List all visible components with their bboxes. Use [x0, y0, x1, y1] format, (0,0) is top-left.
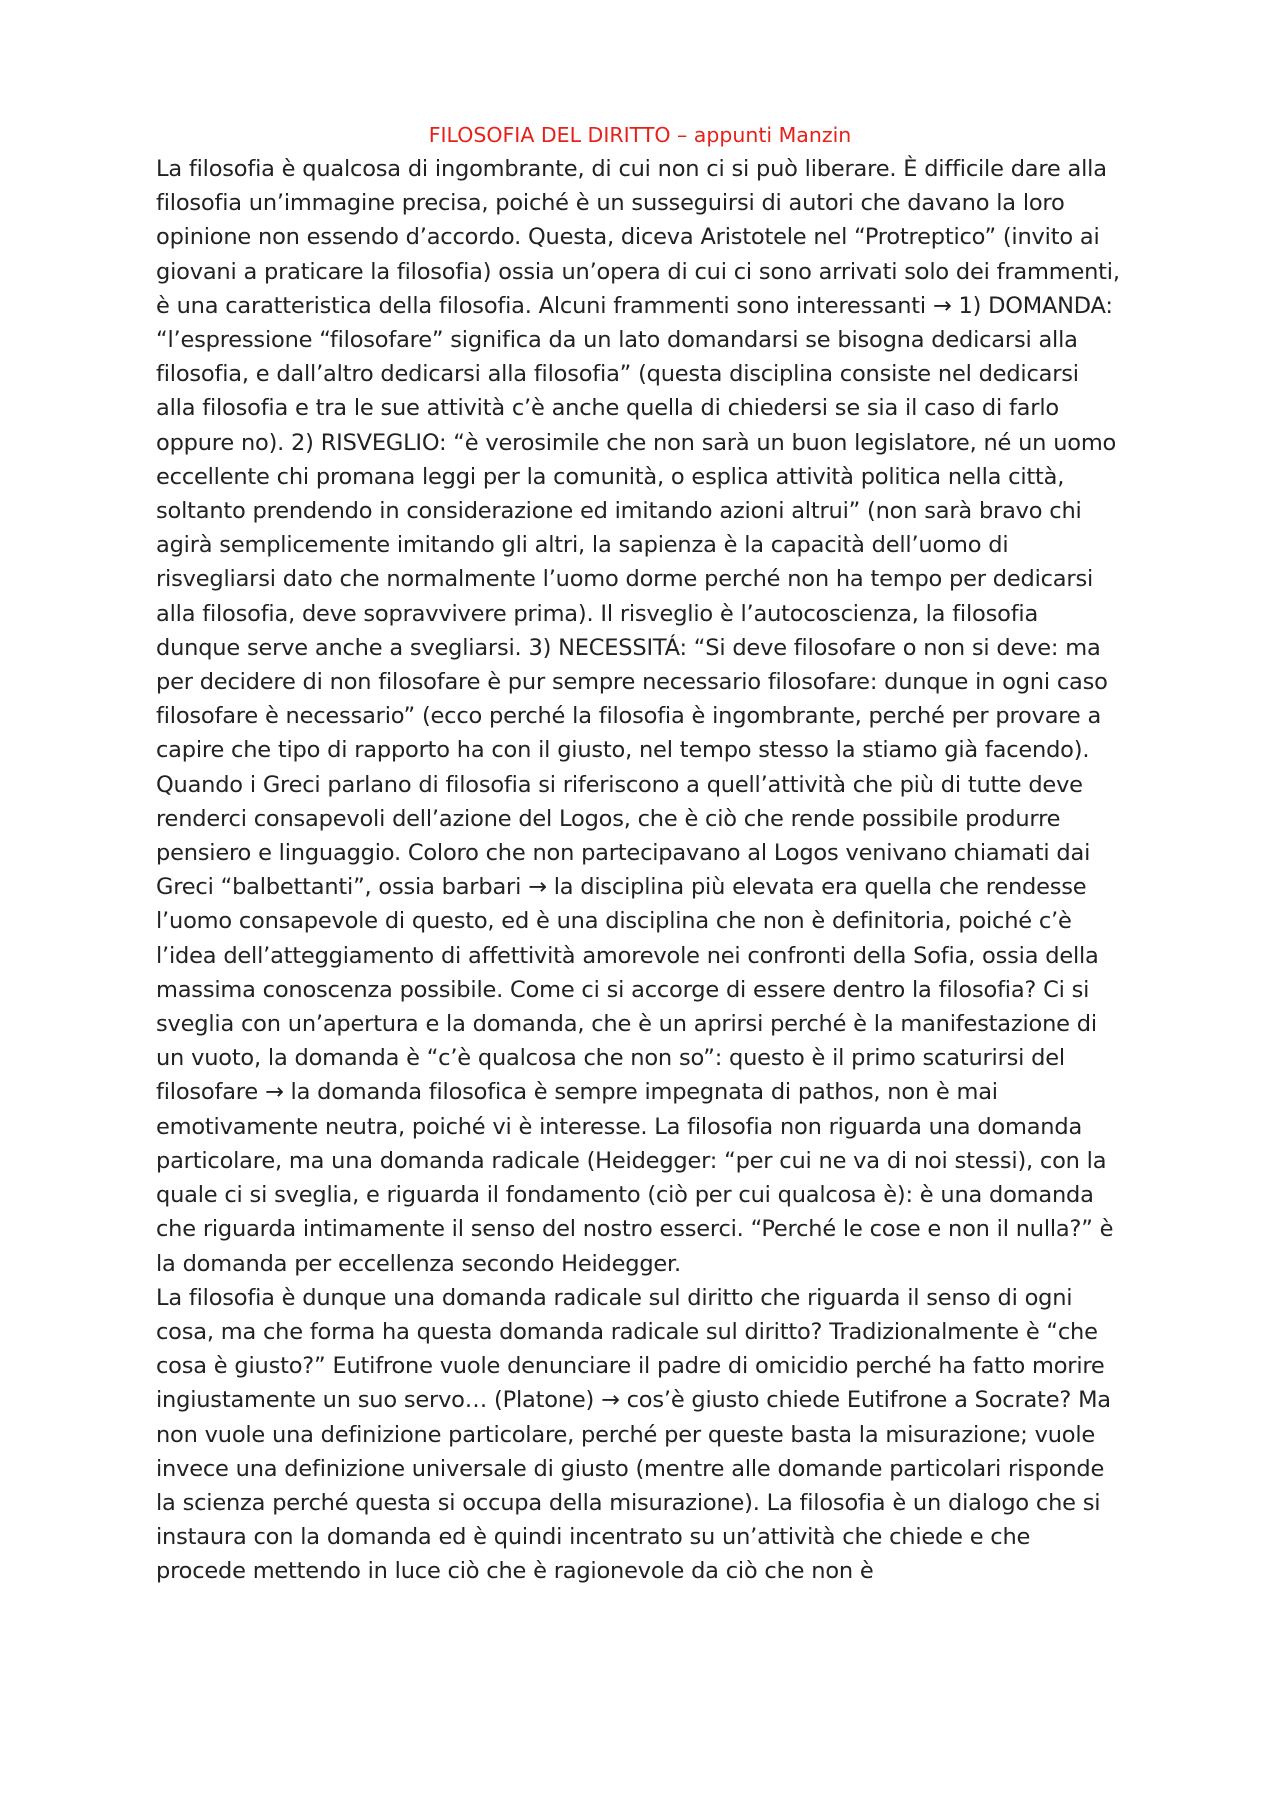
paragraph-2: Quando i Greci parlano di filosofia si riferiscono a quell’attività che più di tutte deve renderci consapevoli dell’azione del Logos, che è ciò che rende possibile produrre pensiero e linguaggio. Coloro che non partecipavano al Logos venivano chiamati dai Greci “balbettanti”, ossia barbari → la disciplina più elevata era quella che rendesse l’uomo consapevole di questo, ed è una disciplina che non è definitoria, poiché c’è l’idea dell’atteggiamento di affettività amorevole nei confronti della Sofia, ossia della massima conoscenza possibile. Come ci si accorge di essere dentro la filosofia? Ci si sveglia con un’apertura e la domanda, che è un aprirsi perché è la manifestazione di un vuoto, la domanda è “c’è qualcosa che non so”: questo è il primo scaturirsi del filosofare → la domanda filosofica è sempre impegnata di pathos, non è mai emotivamente neutra, poiché vi è interesse. La filosofia non riguarda una domanda particolare, ma una domanda radicale (Heidegger: “per cui ne va di noi stessi), con la quale ci si sveglia, e riguarda il fondamento (ciò per cui qualcosa è): è una domanda che riguarda intimamente il senso del nostro esserci. “Perché le cose e non il nulla?” è la domanda per eccellenza secondo Heidegger. — [156, 771, 1114, 1277]
document-title: FILOSOFIA DEL DIRITTO – appunti Manzin — [428, 123, 852, 147]
paragraph-3: La filosofia è dunque una domanda radicale sul diritto che riguarda il senso di ogni cosa, ma che forma ha questa domanda radicale sul diritto? Tradizionalmente è “che cosa è giusto?” Eutifrone vuole denunciare il padre di omicidio perché ha fatto morire ingiustamente un suo servo… (Platone) → cos’è giusto chiede Eutifrone a Socrate? Ma non vuole una definizione particolare, perché per queste basta la misurazione; vuole invece una definizione universale di giusto (mentre alle domande particolari risponde la scienza perché questa si occupa della misurazione). La filosofia è un dialogo che si instaura con la domanda ed è quindi incentrato su un’attività che chiede e che procede mettendo in luce ciò che è ragionevole da ciò che non è — [156, 1284, 1111, 1585]
document-page — [156, 118, 1124, 1589]
paragraph-1: La filosofia è qualcosa di ingombrante, di cui non ci si può liberare. È difficile dare alla filosofia un’immagine precisa, poiché è un susseguirsi di autori che davano la loro opinione non essendo d’accordo. Questa, diceva Aristotele nel “Protreptico” (invito ai giovani a praticare la filosofia) ossia un’opera di cui ci sono arrivati solo dei frammenti, è una caratteristica della filosofia. Alcuni frammenti sono interessanti → 1) DOMANDA: “l’espressione “filosofare” significa da un lato domandarsi se bisogna dedicarsi alla filosofia, e dall’altro dedicarsi alla filosofia” (questa disciplina consiste nel dedicarsi alla filosofia e tra le sue attività c’è anche quella di chiedersi se sia il caso di farlo oppure no). 2) RISVEGLIO: “è verosimile che non sarà un buon legislatore, né un uomo eccellente chi promana leggi per la comunità, o esplica attività politica nella città, soltanto prendendo in considerazione ed imitando azioni altrui” (non sarà bravo chi agirà semplicemente imitando gli altri, la sapienza è la capacità dell’uomo di risvegliarsi dato che normalmente l’uomo dorme perché non ha tempo per dedicarsi alla filosofia, deve sopravvivere prima). Il risveglio è l’autocoscienza, la filosofia dunque serve anche a svegliarsi. 3) NECESSITÁ: “Si deve filosofare o non si deve: ma per decidere di non filosofare è pur sempre necessario filosofare: dunque in ogni caso filosofare è necessario” (ecco perché la filosofia è ingombrante, perché per provare a capire che tipo di rapporto ha con il giusto, nel tempo stesso la stiamo già facendo). — [156, 156, 1120, 764]
